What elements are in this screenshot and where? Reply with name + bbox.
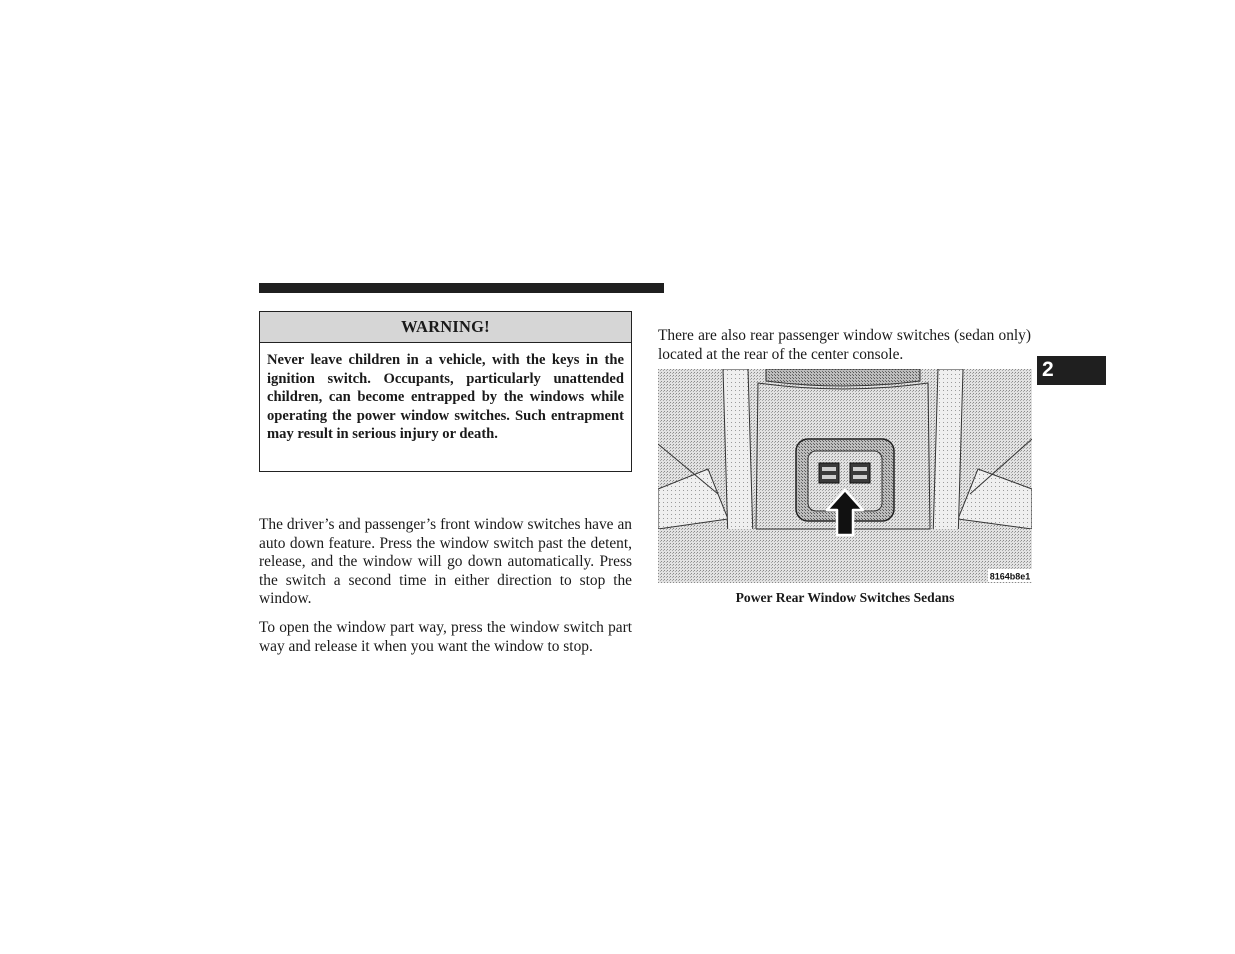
rear-window-switches-illustration <box>658 369 1032 583</box>
warning-box <box>259 311 632 472</box>
part-way-paragraph: To open the window part way, press the window switch part way and release it when you want the window to stop. <box>259 619 632 655</box>
rear-switches-paragraph: There are also rear passenger window switches (sedan only) located at the rear of the center console. <box>658 327 1031 363</box>
chapter-tab <box>1037 356 1106 385</box>
header-rule <box>259 283 664 293</box>
figure-caption: Power Rear Window Switches Sedans <box>735 590 955 605</box>
warning-text: Never leave children in a vehicle, with the keys in the ignition switch. Occupants, particularly unattended children, can become entrapped by the windows while operating the power window switches. Such entrapment may result in serious injury or death. <box>267 352 624 443</box>
chapter-number: 2 <box>1042 358 1054 381</box>
image-code-label: 8164b8e1 <box>989 571 1031 582</box>
auto-down-paragraph: The driver’s and passenger’s front window switches have an auto down feature. Press the window switch past the detent, release, and the window will go down automatically. Press the switch a second time in either direction to stop the window. <box>259 516 632 608</box>
warning-title: WARNING! <box>260 312 631 343</box>
